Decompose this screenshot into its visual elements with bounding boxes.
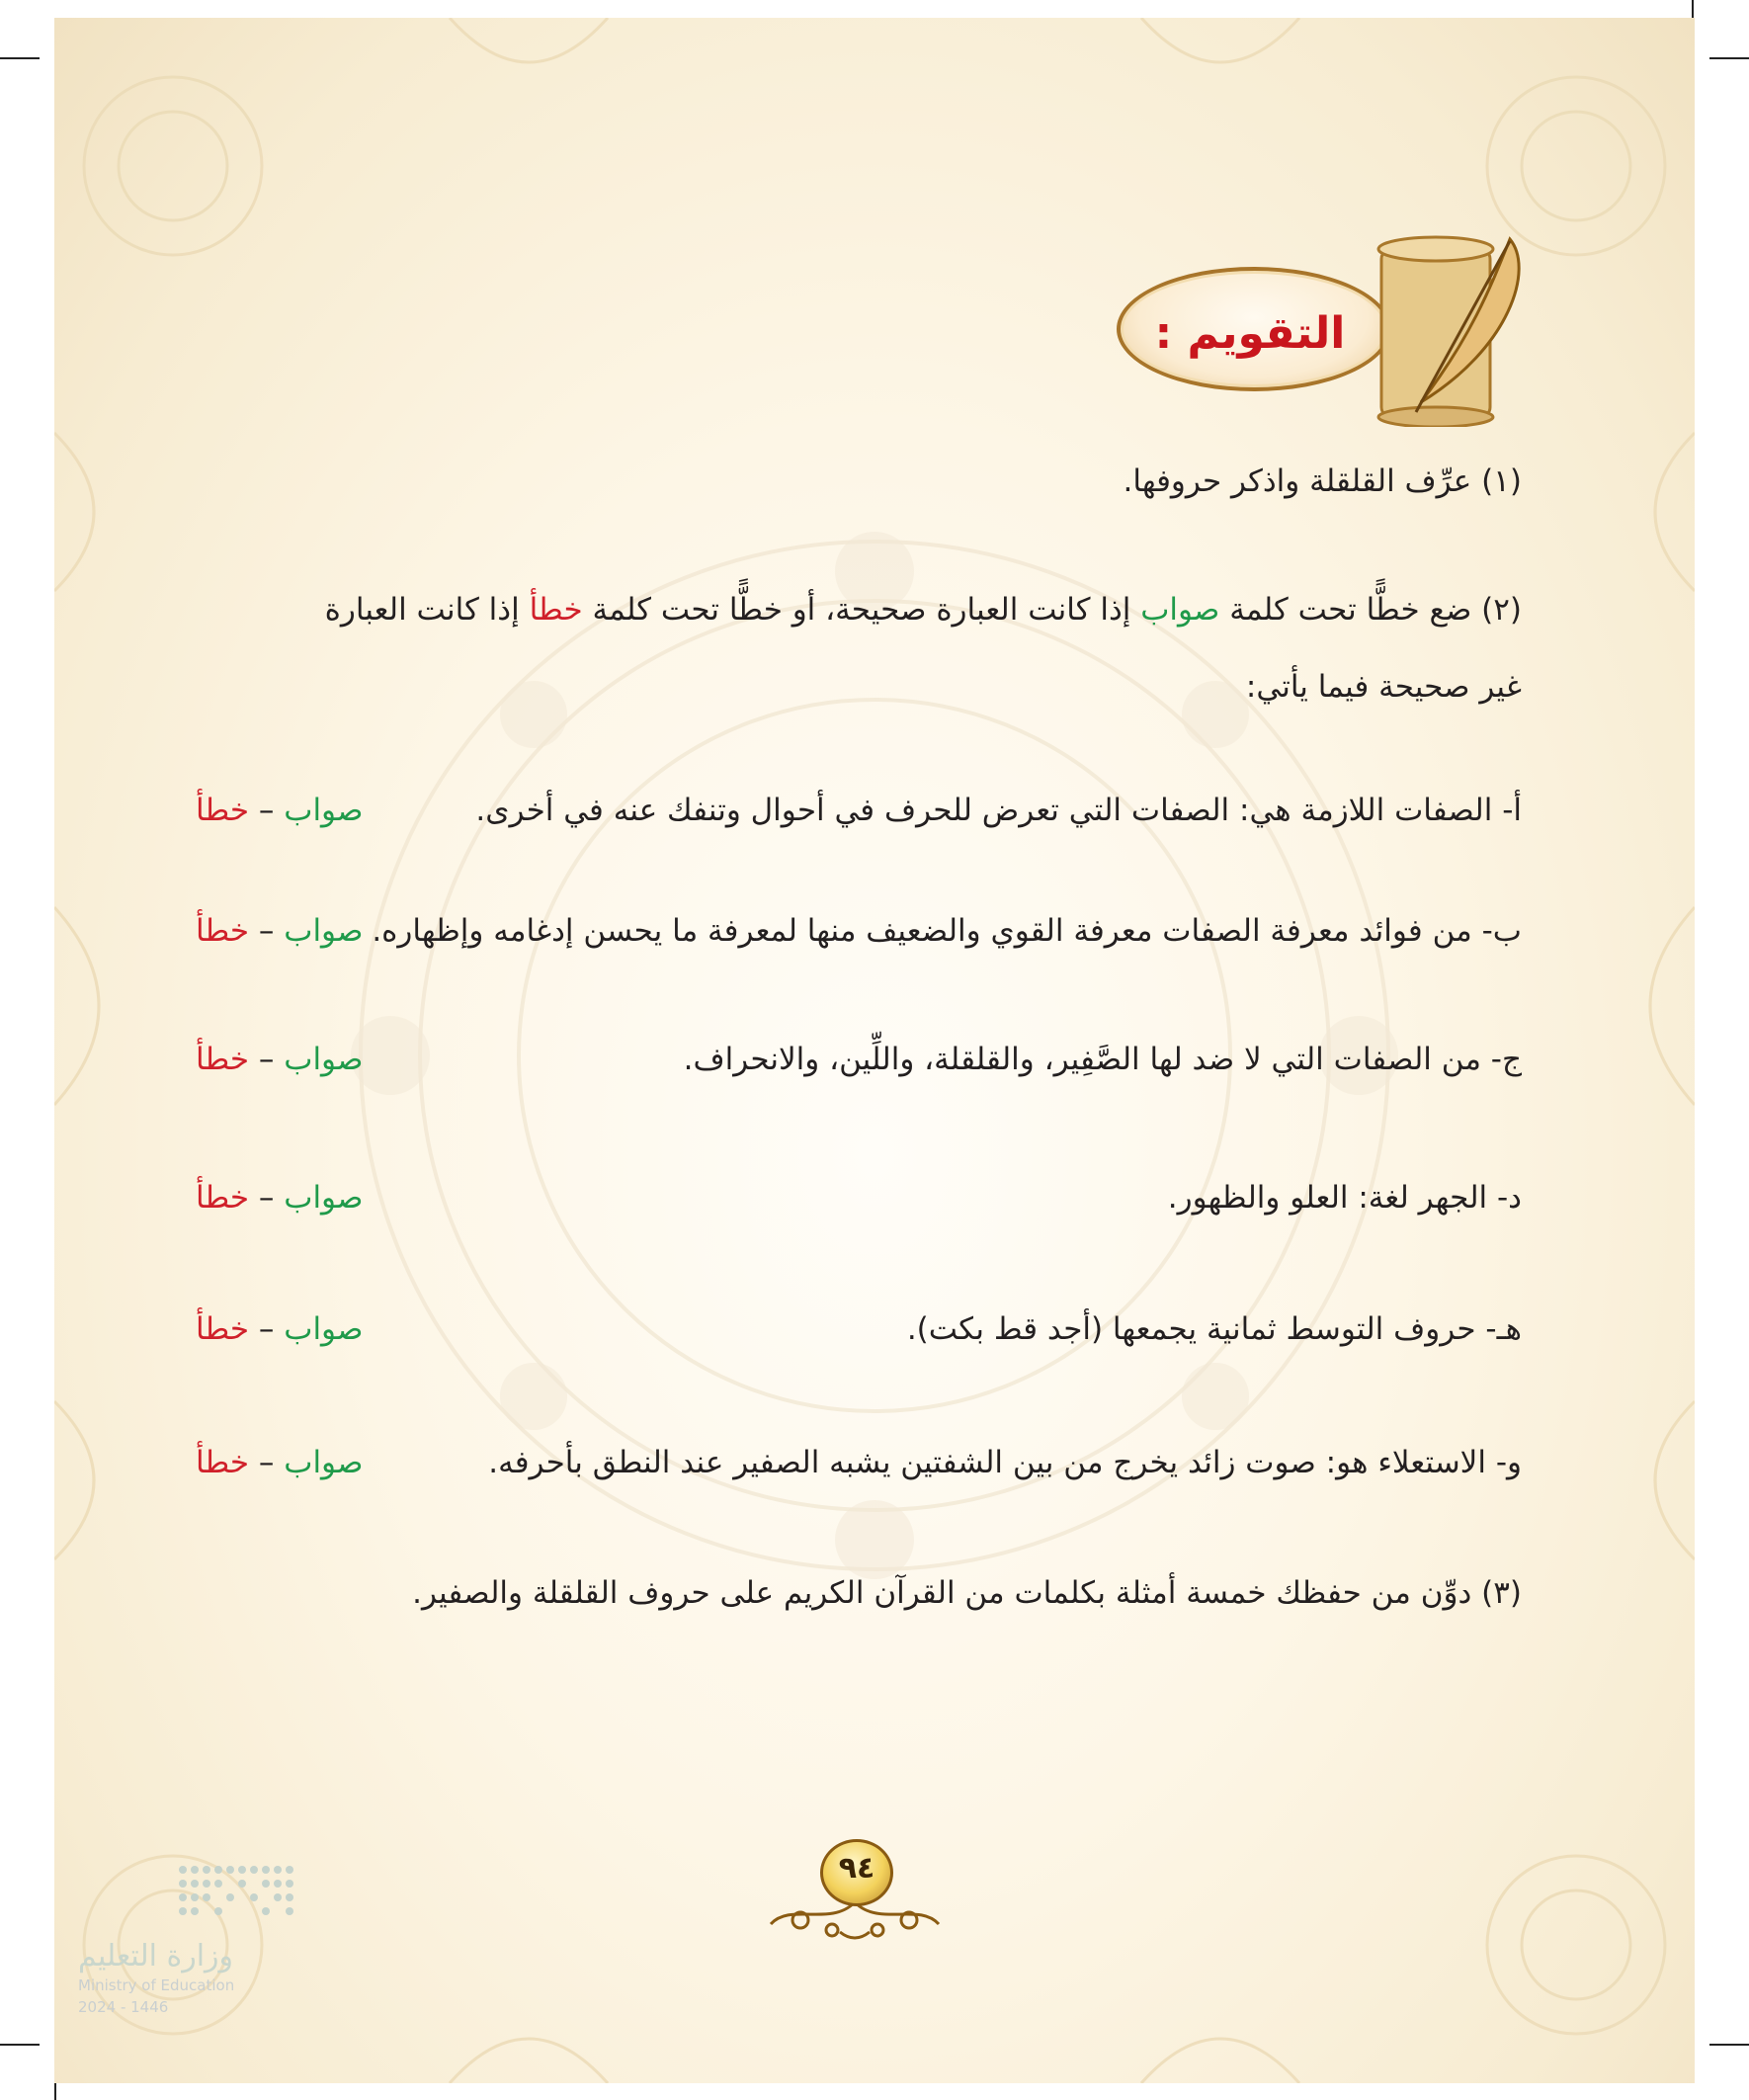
answer-wrong[interactable]: خطأ [196, 1445, 250, 1480]
statement-f: و- الاستعلاء هو: صوت زائد يخرج من بين الشفتين يشبه الصفير عند النطق بأحرفه. [488, 1445, 1522, 1480]
answer-separator: – [258, 913, 275, 949]
answer-wrong[interactable]: خطأ [196, 1311, 250, 1347]
question-1: (١) عرِّف القلقلة واذكر حروفها. [1123, 463, 1522, 499]
answer-correct[interactable]: صواب [284, 1042, 364, 1077]
answer-correct[interactable]: صواب [284, 1445, 364, 1480]
page-number: ٩٤ [838, 1851, 875, 1886]
answer-choices-c [196, 1040, 363, 1079]
answer-separator: – [258, 1042, 275, 1077]
crop-mark [0, 57, 40, 59]
answer-wrong[interactable]: خطأ [196, 1180, 250, 1216]
answer-separator: – [258, 1445, 275, 1480]
section-heading: التقويم : [1154, 308, 1346, 359]
q2-wrong-word: خطأ [529, 592, 583, 628]
crop-mark [54, 2083, 56, 2100]
crop-mark [1709, 2044, 1749, 2046]
q2-text-after: إذا كانت العبارة [324, 592, 530, 628]
answer-correct[interactable]: صواب [284, 913, 364, 949]
answer-choices-a [196, 791, 363, 830]
statement-c: ج- من الصفات التي لا ضد لها الصَّفِير، والقلقلة، واللِّين، والانحراف. [683, 1042, 1522, 1077]
ministry-year: 2024 - 1446 [78, 1998, 169, 2016]
answer-choices-d [196, 1178, 363, 1218]
answer-choices-e [196, 1309, 363, 1349]
answer-correct[interactable]: صواب [284, 1311, 364, 1347]
answer-separator: – [258, 793, 275, 828]
ministry-name-english: Ministry of Education [78, 1976, 235, 1994]
answer-choices-f [196, 1443, 363, 1482]
page-number-medallion [761, 1833, 949, 1952]
crop-mark [1709, 57, 1749, 59]
section-heading-badge [1117, 229, 1551, 427]
answer-separator: – [258, 1311, 275, 1347]
statement-e: هـ- حروف التوسط ثمانية يجمعها (أجد قط بكت). [906, 1311, 1522, 1347]
scroll-quill-icon [1362, 229, 1549, 427]
answer-wrong[interactable]: خطأ [196, 913, 250, 949]
crop-mark [0, 2044, 40, 2046]
statement-d: د- الجهر لغة: العلو والظهور. [1167, 1180, 1522, 1216]
question-2-line-2: غير صحيحة فيما يأتي: [1245, 669, 1522, 705]
answer-wrong[interactable]: خطأ [196, 793, 250, 828]
ministry-logo [74, 1858, 311, 2016]
statement-a: أ- الصفات اللازمة هي: الصفات التي تعرض للحرف في أحوال وتنفك عنه في أخرى. [475, 793, 1522, 828]
answer-choices-b [196, 911, 363, 951]
q2-text-before: (٢) ضع خطًّا تحت كلمة [1219, 592, 1522, 628]
ministry-name-arabic: وزارة التعليم [78, 1939, 234, 1974]
ministry-dots-icon [74, 1858, 311, 1917]
answer-wrong[interactable]: خطأ [196, 1042, 250, 1077]
question-3: (٣) دوِّن من حفظك خمسة أمثلة بكلمات من القرآن الكريم على حروف القلقلة والصفير. [412, 1575, 1522, 1611]
answer-correct[interactable]: صواب [284, 1180, 364, 1216]
question-2-line-1 [325, 590, 1522, 630]
answer-separator: – [258, 1180, 275, 1216]
q2-correct-word: صواب [1140, 592, 1220, 628]
answer-correct[interactable]: صواب [284, 793, 364, 828]
statement-b: ب- من فوائد معرفة الصفات معرفة القوي والضعيف منها لمعرفة ما يحسن إدغامه وإظهاره. [372, 913, 1522, 949]
q2-text-middle: إذا كانت العبارة صحيحة، أو خطًّا تحت كلمة [582, 592, 1141, 628]
crop-mark [1692, 0, 1694, 18]
